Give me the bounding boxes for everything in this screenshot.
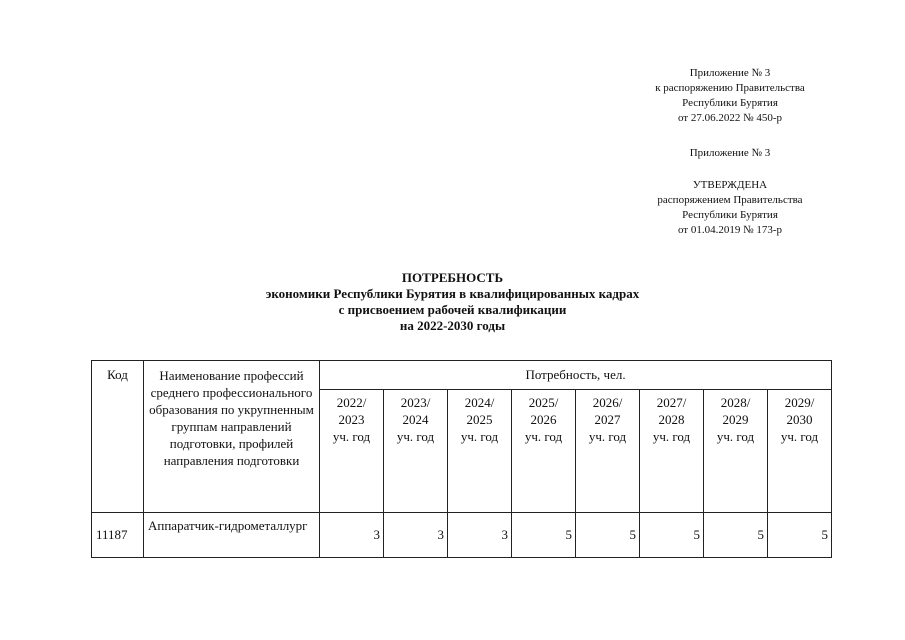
title-line-4: на 2022-2030 годы: [399, 318, 506, 333]
header-year-7: [704, 390, 768, 513]
row-need-value: 5: [768, 513, 832, 558]
header-year-unit: уч. год: [588, 429, 627, 444]
header-year-unit: уч. год: [524, 429, 563, 444]
header-year-start: 2022/: [336, 395, 367, 410]
header-year-1: [320, 390, 384, 513]
needs-table: [91, 360, 832, 558]
header-year-end: 2026: [530, 412, 557, 427]
header-year-unit: уч. год: [780, 429, 819, 444]
title-line-1: ПОТРЕБНОСТЬ: [401, 270, 504, 285]
header-need: Потребность, чел.: [320, 361, 832, 390]
header-year-unit: уч. год: [460, 429, 499, 444]
document-title: [0, 270, 905, 334]
row-code: 11187: [92, 513, 144, 558]
header-year-unit: уч. год: [396, 429, 435, 444]
appendix-original-number: Приложение № 3: [689, 147, 771, 159]
header-year-end: 2029: [722, 412, 749, 427]
header-year-end: 2028: [658, 412, 685, 427]
header-code: Код: [92, 361, 144, 513]
appendix-to-order: к распоряжению Правительства: [655, 82, 805, 94]
header-year-4: [512, 390, 576, 513]
row-need-value: 5: [576, 513, 640, 558]
appendix-date: от 27.06.2022 № 450-р: [677, 112, 783, 124]
header-year-end: 2024: [402, 412, 429, 427]
header-year-start: 2025/: [528, 395, 559, 410]
appendix-number: Приложение № 3: [689, 67, 771, 79]
header-year-unit: уч. год: [716, 429, 755, 444]
appendix-republic: Республики Бурятия: [682, 97, 778, 109]
header-name: Наименование профессий среднего профессионального образования по укрупненным группам направлений подготовки, профилей направления подготовки: [144, 361, 320, 513]
header-year-end: 2027: [594, 412, 621, 427]
title-line-3: с присвоением рабочей квалификации: [338, 302, 567, 317]
header-year-start: 2026/: [592, 395, 623, 410]
header-year-start: 2023/: [400, 395, 431, 410]
approved-republic: Республики Бурятия: [682, 209, 778, 221]
header-year-start: 2028/: [720, 395, 751, 410]
approved-date: от 01.04.2019 № 173-р: [677, 224, 783, 236]
header-year-6: [640, 390, 704, 513]
header-year-end: 2030: [786, 412, 813, 427]
table-body: [92, 513, 832, 558]
row-need-value: 3: [448, 513, 512, 558]
header-year-unit: уч. год: [332, 429, 371, 444]
approved-by-order: распоряжением Правительства: [657, 194, 803, 206]
header-year-unit: уч. год: [652, 429, 691, 444]
header-year-end: 2025: [466, 412, 493, 427]
appendix-original-block: [600, 146, 860, 161]
row-need-value: 5: [704, 513, 768, 558]
header-year-end: 2023: [338, 412, 365, 427]
row-profession-name: Аппаратчик-гидрометаллург: [144, 513, 320, 558]
approved-label: УТВЕРЖДЕНА: [692, 179, 768, 191]
header-year-3: [448, 390, 512, 513]
row-need-value: 5: [512, 513, 576, 558]
header-year-start: 2024/: [464, 395, 495, 410]
table-header-row: [92, 361, 832, 390]
appendix-current-block: [600, 66, 860, 126]
title-line-2: экономики Республики Бурятия в квалифицированных кадрах: [265, 286, 640, 301]
header-year-start: 2029/: [784, 395, 815, 410]
header-year-2: [384, 390, 448, 513]
approved-block: [600, 178, 860, 238]
row-need-value: 3: [384, 513, 448, 558]
row-need-value: 5: [640, 513, 704, 558]
header-year-8: [768, 390, 832, 513]
row-need-value: 3: [320, 513, 384, 558]
header-year-start: 2027/: [656, 395, 687, 410]
table-row: [92, 513, 832, 558]
header-year-5: [576, 390, 640, 513]
